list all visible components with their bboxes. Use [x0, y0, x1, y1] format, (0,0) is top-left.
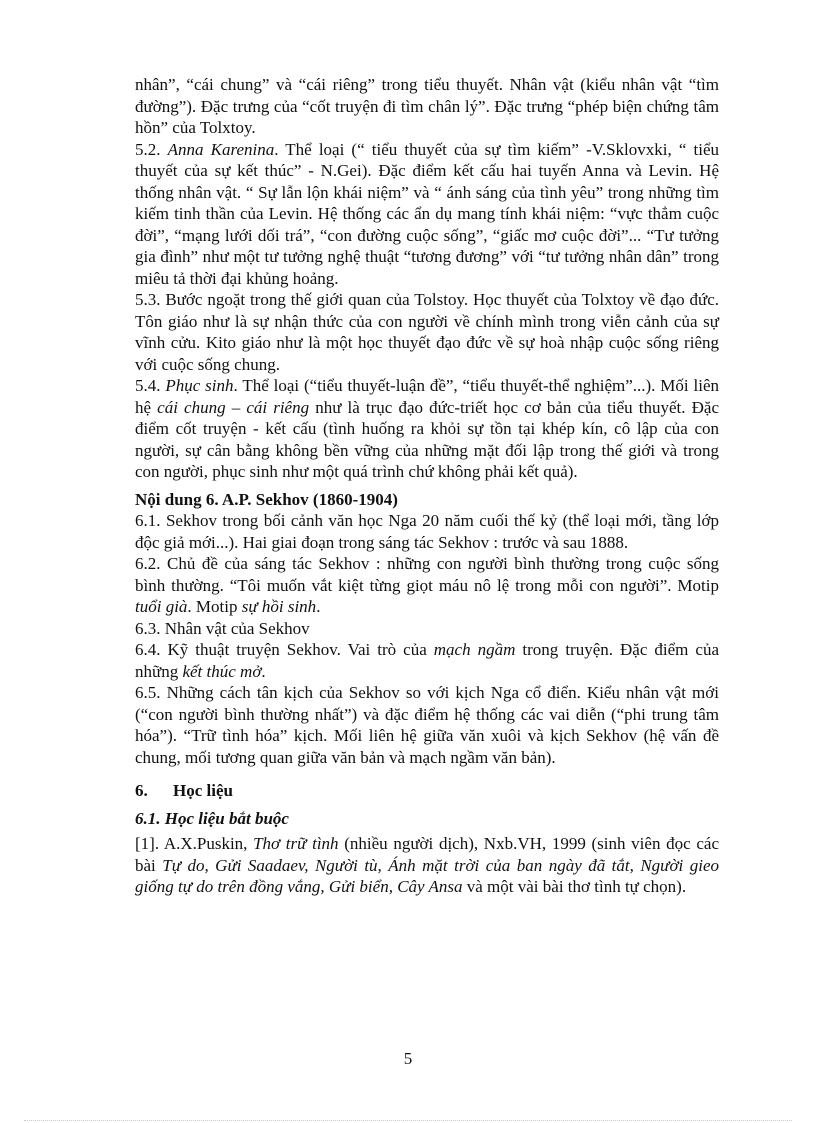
heading-text: Học liệu — [173, 781, 233, 800]
italic-term: kết thúc mở — [182, 661, 262, 681]
paragraph-6-5: 6.5. Những cách tân kịch của Sekhov so với kịch Nga cổ điển. Kiểu nhân vật mới (“con người bình thường nhất”) và đặc điểm hệ thống các vai diễn (“phi trung tâm hóa”). “Trữ tình hóa” kịch. Mối liên hệ giữa văn xuôi và kịch Sekhov (hệ vấn đề chung, mối tương quan giữa văn bản và mạch ngầm văn bản). — [135, 683, 719, 767]
text-run: 5.4. — [135, 376, 166, 395]
reference-1 — [135, 833, 719, 898]
paragraph-5-4 — [135, 375, 719, 483]
document-body — [135, 74, 719, 898]
section-6-heading: Nội dung 6. A.P. Sekhov (1860-1904) — [135, 489, 398, 509]
italic-term: tuổi già — [135, 597, 188, 616]
text-run: 6.2. Chủ đề của sáng tác Sekhov : những con người bình thường trong cuộc sống bình thường. “Tôi muốn vắt kiệt từng giọt máu nô lệ trong mỗi con người”. Motip — [135, 554, 719, 595]
materials-heading — [135, 780, 719, 802]
text-run: như là trục đạo đức-triết học cơ bản của tiểu thuyết. Đặc điểm cốt truyện - kết cấu (tình huống ra khỏi sự tồn tại khép kín, cô lập của con người, sự cân bằng không bền vững của những mặt đối lập trong thế giới và trong con người, phục sinh như một quá trình chứ không phải kết quả). — [135, 397, 720, 481]
required-materials-subheading: 6.1. Học liệu bắt buộc — [135, 808, 289, 828]
paragraph-6-3: 6.3. Nhân vật của Sekhov — [135, 618, 310, 638]
paragraph-5-2 — [135, 139, 719, 290]
italic-term: sự hồi sinh — [241, 597, 317, 616]
paragraph-6-2 — [135, 553, 719, 618]
italic-title: Anna Karenina — [167, 139, 275, 159]
paragraph-tolstoy-intro: nhân”, “cái chung” và “cái riêng” trong tiểu thuyết. Nhân vật (kiểu nhân vật “tìm đường”). Đặc trưng của “cốt truyện đi tìm chân lý”. Đặc trưng “phép biện chứng tâm hồn” của Tolxtoy. — [135, 75, 719, 137]
italic-term: mạch ngầm — [433, 640, 516, 659]
paragraph-6-4 — [135, 639, 719, 682]
italic-title: Phục sinh — [165, 376, 234, 395]
italic-title: Thơ trữ tình — [253, 834, 339, 853]
page-number: 5 — [403, 1049, 413, 1068]
text-run: . — [261, 661, 266, 681]
text-run: [1]. A.X.Puskin, — [135, 834, 254, 853]
paragraph-6-1: 6.1. Sekhov trong bối cảnh văn học Nga 20 năm cuối thế kỷ (thể loại mới, tầng lớp độc giả mới...). Hai giai đoạn trong sáng tác Sekhov : trước và sau 1888. — [135, 511, 719, 552]
text-run: . — [316, 597, 321, 616]
text-run: 5.2. — [135, 139, 168, 159]
italic-poem-list: Tự do, Gửi Saadaev, Người tù, Ánh mặt trời của ban ngày đã tắt, Người gieo giống tự do trên đồng vắng, Gửi biển, Cây Ansa — [135, 855, 719, 896]
text-run: trong truyện. Đặc điểm của những — [135, 640, 719, 681]
text-run: . Thể loại (“ tiểu thuyết của sự tìm kiếm” -V.Sklovxki, “ tiểu thuyết của sự kết thúc” - N.Gei). Đặc điểm kết cấu hai tuyến Anna và Levin. Hệ thống nhân vật. “ Sự lẫn lộn khái niệm” và “ ánh sáng của tình yêu” trong những tìm kiếm tinh thần của Levin. Hệ thống các ẩn dụ mang tính khái niệm: “vực thẳm cuộc đời”, “mạng lưới dối trá”, “con đường cuộc sống”, “giấc mơ cuộc đời”... “Tư tưởng gia đình” như một tư tưởng nghệ thuật “tương đương” với “tư tưởng nhân dân” trong miêu tả thời đại khủng hoảng. — [135, 139, 719, 288]
heading-number: 6. — [135, 781, 148, 800]
page-bottom-divider — [24, 1120, 792, 1121]
text-run: và một vài bài thơ tình tự chọn). — [462, 877, 687, 896]
text-run: (nhiều người dịch), Nxb.VH, 1999 (sinh viên đọc các bài — [135, 834, 719, 875]
text-run: . Motip — [187, 597, 242, 616]
text-run: . Thể loại (“tiểu thuyết-luận đề”, “tiểu thuyết-thể nghiệm”...). Mối liên hệ — [135, 376, 719, 417]
text-run: 6.4. Kỹ thuật truyện Sekhov. Vai trò của — [135, 640, 434, 659]
paragraph-5-3: 5.3. Bước ngoặt trong thế giới quan của Tolstoy. Học thuyết của Tolxtoy về đạo đức. Tôn giáo như là sự nhận thức của con người về chính mình trong viễn cảnh của sự vĩnh cửu. Kito giáo như là một học thuyết đạo đức về sự hoà nhập cuộc sống riêng với cuộc sống chung. — [135, 290, 719, 374]
italic-term: cái chung – cái riêng — [157, 397, 310, 417]
